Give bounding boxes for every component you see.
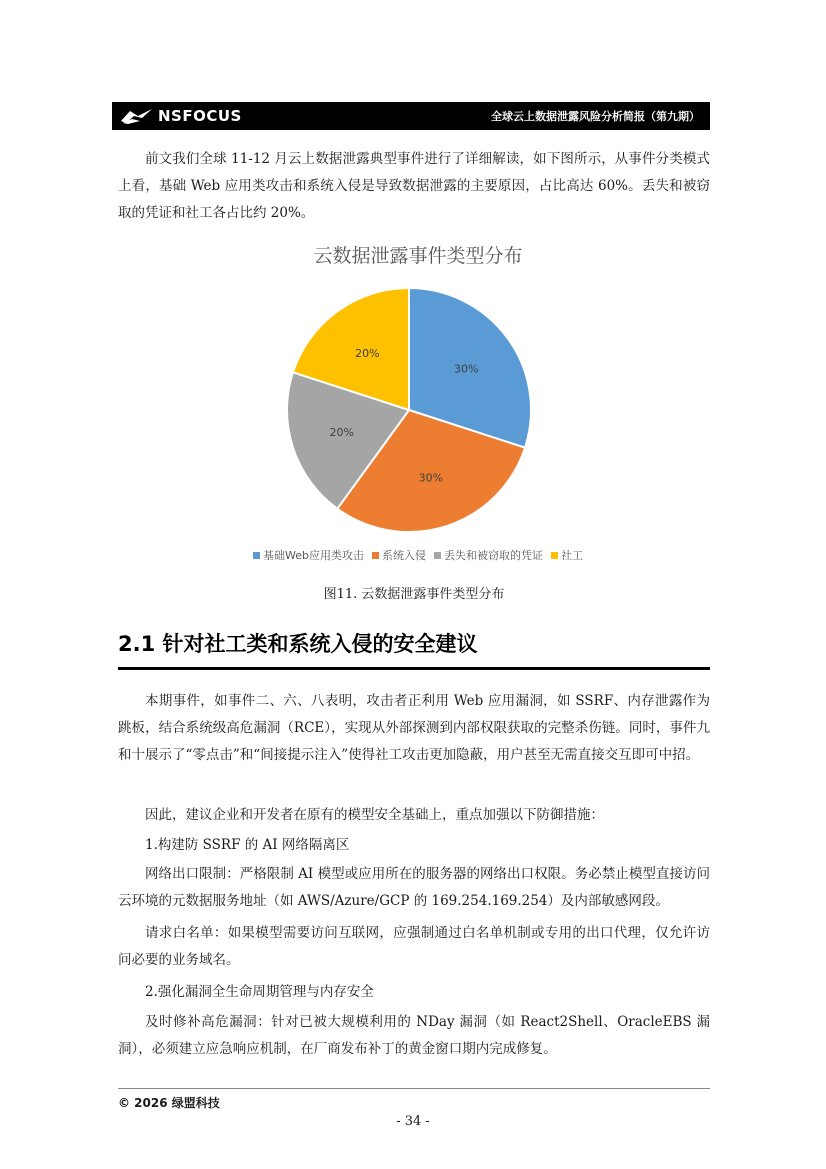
legend-label: 社工 <box>560 549 583 562</box>
report-title: 全球云上数据泄露风险分析简报（第九期） <box>491 110 700 123</box>
slice-data-label: 30% <box>418 471 444 485</box>
chart-legend <box>218 547 618 563</box>
legend-swatch <box>372 552 379 559</box>
legend-label: 系统入侵 <box>381 549 426 562</box>
figure-caption: 图11. 云数据泄露事件类型分布 <box>323 587 505 602</box>
slice-data-label: 30% <box>454 362 479 376</box>
body-paragraph-3: 网络出口限制：严格限制 AI 模型或应用所在的服务器的网络出口权限。务必禁止模型直接访问云环境的元数据服务地址（如 AWS/Azure/GCP 的 169.254.169.254）及内部敏感网段。 <box>118 866 710 909</box>
section-heading: 2.1 针对社工类和系统入侵的安全建议 <box>118 632 478 656</box>
body-paragraph-1: 本期事件，如事件二、六、八表明，攻击者正利用 Web 应用漏洞，如 SSRF、内存泄露作为跳板，结合系统级高危漏洞（RCE），实现从外部探测到内部权限获取的完整杀伤链。同时，事件九和十展示了“零点击”和“间接提示注入”使得社工攻击更加隐蔽，用户甚至无需直接交互即可中招。 <box>118 693 710 763</box>
legend-item <box>434 547 543 563</box>
intro-paragraph: 前文我们全球 11-12 月云上数据泄露典型事件进行了详细解读，如下图所示，从事件分类模式上看，基础 Web 应用类攻击和系统入侵是导致数据泄露的主要原因，占比高达 60%。丢失和被窃取的凭证和社工各占比约 20%。 <box>118 151 710 221</box>
body-paragraph-4: 请求白名单：如果模型需要访问互联网，应强制通过白名单机制或专用的出口代理，仅允许访问必要的业务域名。 <box>118 925 710 968</box>
measure-heading-2: 2.强化漏洞全生命周期管理与内存安全 <box>145 984 374 1000</box>
body-paragraph-5: 及时修补高危漏洞：针对已被大规模利用的 NDay 漏洞（如 React2Shell、OracleEBS 漏洞），必须建立应急响应机制，在厂商发布补丁的黄金窗口期内完成修复。 <box>118 1014 710 1057</box>
logo-bird-icon <box>120 107 154 125</box>
document-header <box>112 102 710 130</box>
nsfocus-logo <box>120 106 242 126</box>
slice-data-label: 20% <box>355 346 380 360</box>
pie-chart-svg <box>218 275 618 575</box>
body-paragraph-2: 因此，建议企业和开发者在原有的模型安全基础上，重点加强以下防御措施： <box>145 807 604 823</box>
legend-label: 基础Web应用类攻击 <box>263 549 364 562</box>
logo-text: NSFOCUS <box>158 107 242 125</box>
chart-title: 云数据泄露事件类型分布 <box>313 245 523 267</box>
copyright: © 2026 绿盟科技 <box>118 1096 220 1110</box>
section-divider <box>118 667 710 670</box>
legend-item <box>372 547 426 563</box>
legend-swatch <box>551 552 558 559</box>
pie-chart <box>218 235 618 575</box>
legend-label: 丢失和被窃取的凭证 <box>443 549 543 562</box>
legend-item <box>551 547 583 563</box>
measure-heading-1: 1.构建防 SSRF 的 AI 网络隔离区 <box>145 837 350 853</box>
page-number: - 34 - <box>396 1114 430 1129</box>
legend-swatch <box>434 552 441 559</box>
slice-data-label: 20% <box>329 425 354 439</box>
legend-item <box>253 547 364 563</box>
legend-swatch <box>253 552 260 559</box>
footer-divider <box>118 1088 710 1089</box>
